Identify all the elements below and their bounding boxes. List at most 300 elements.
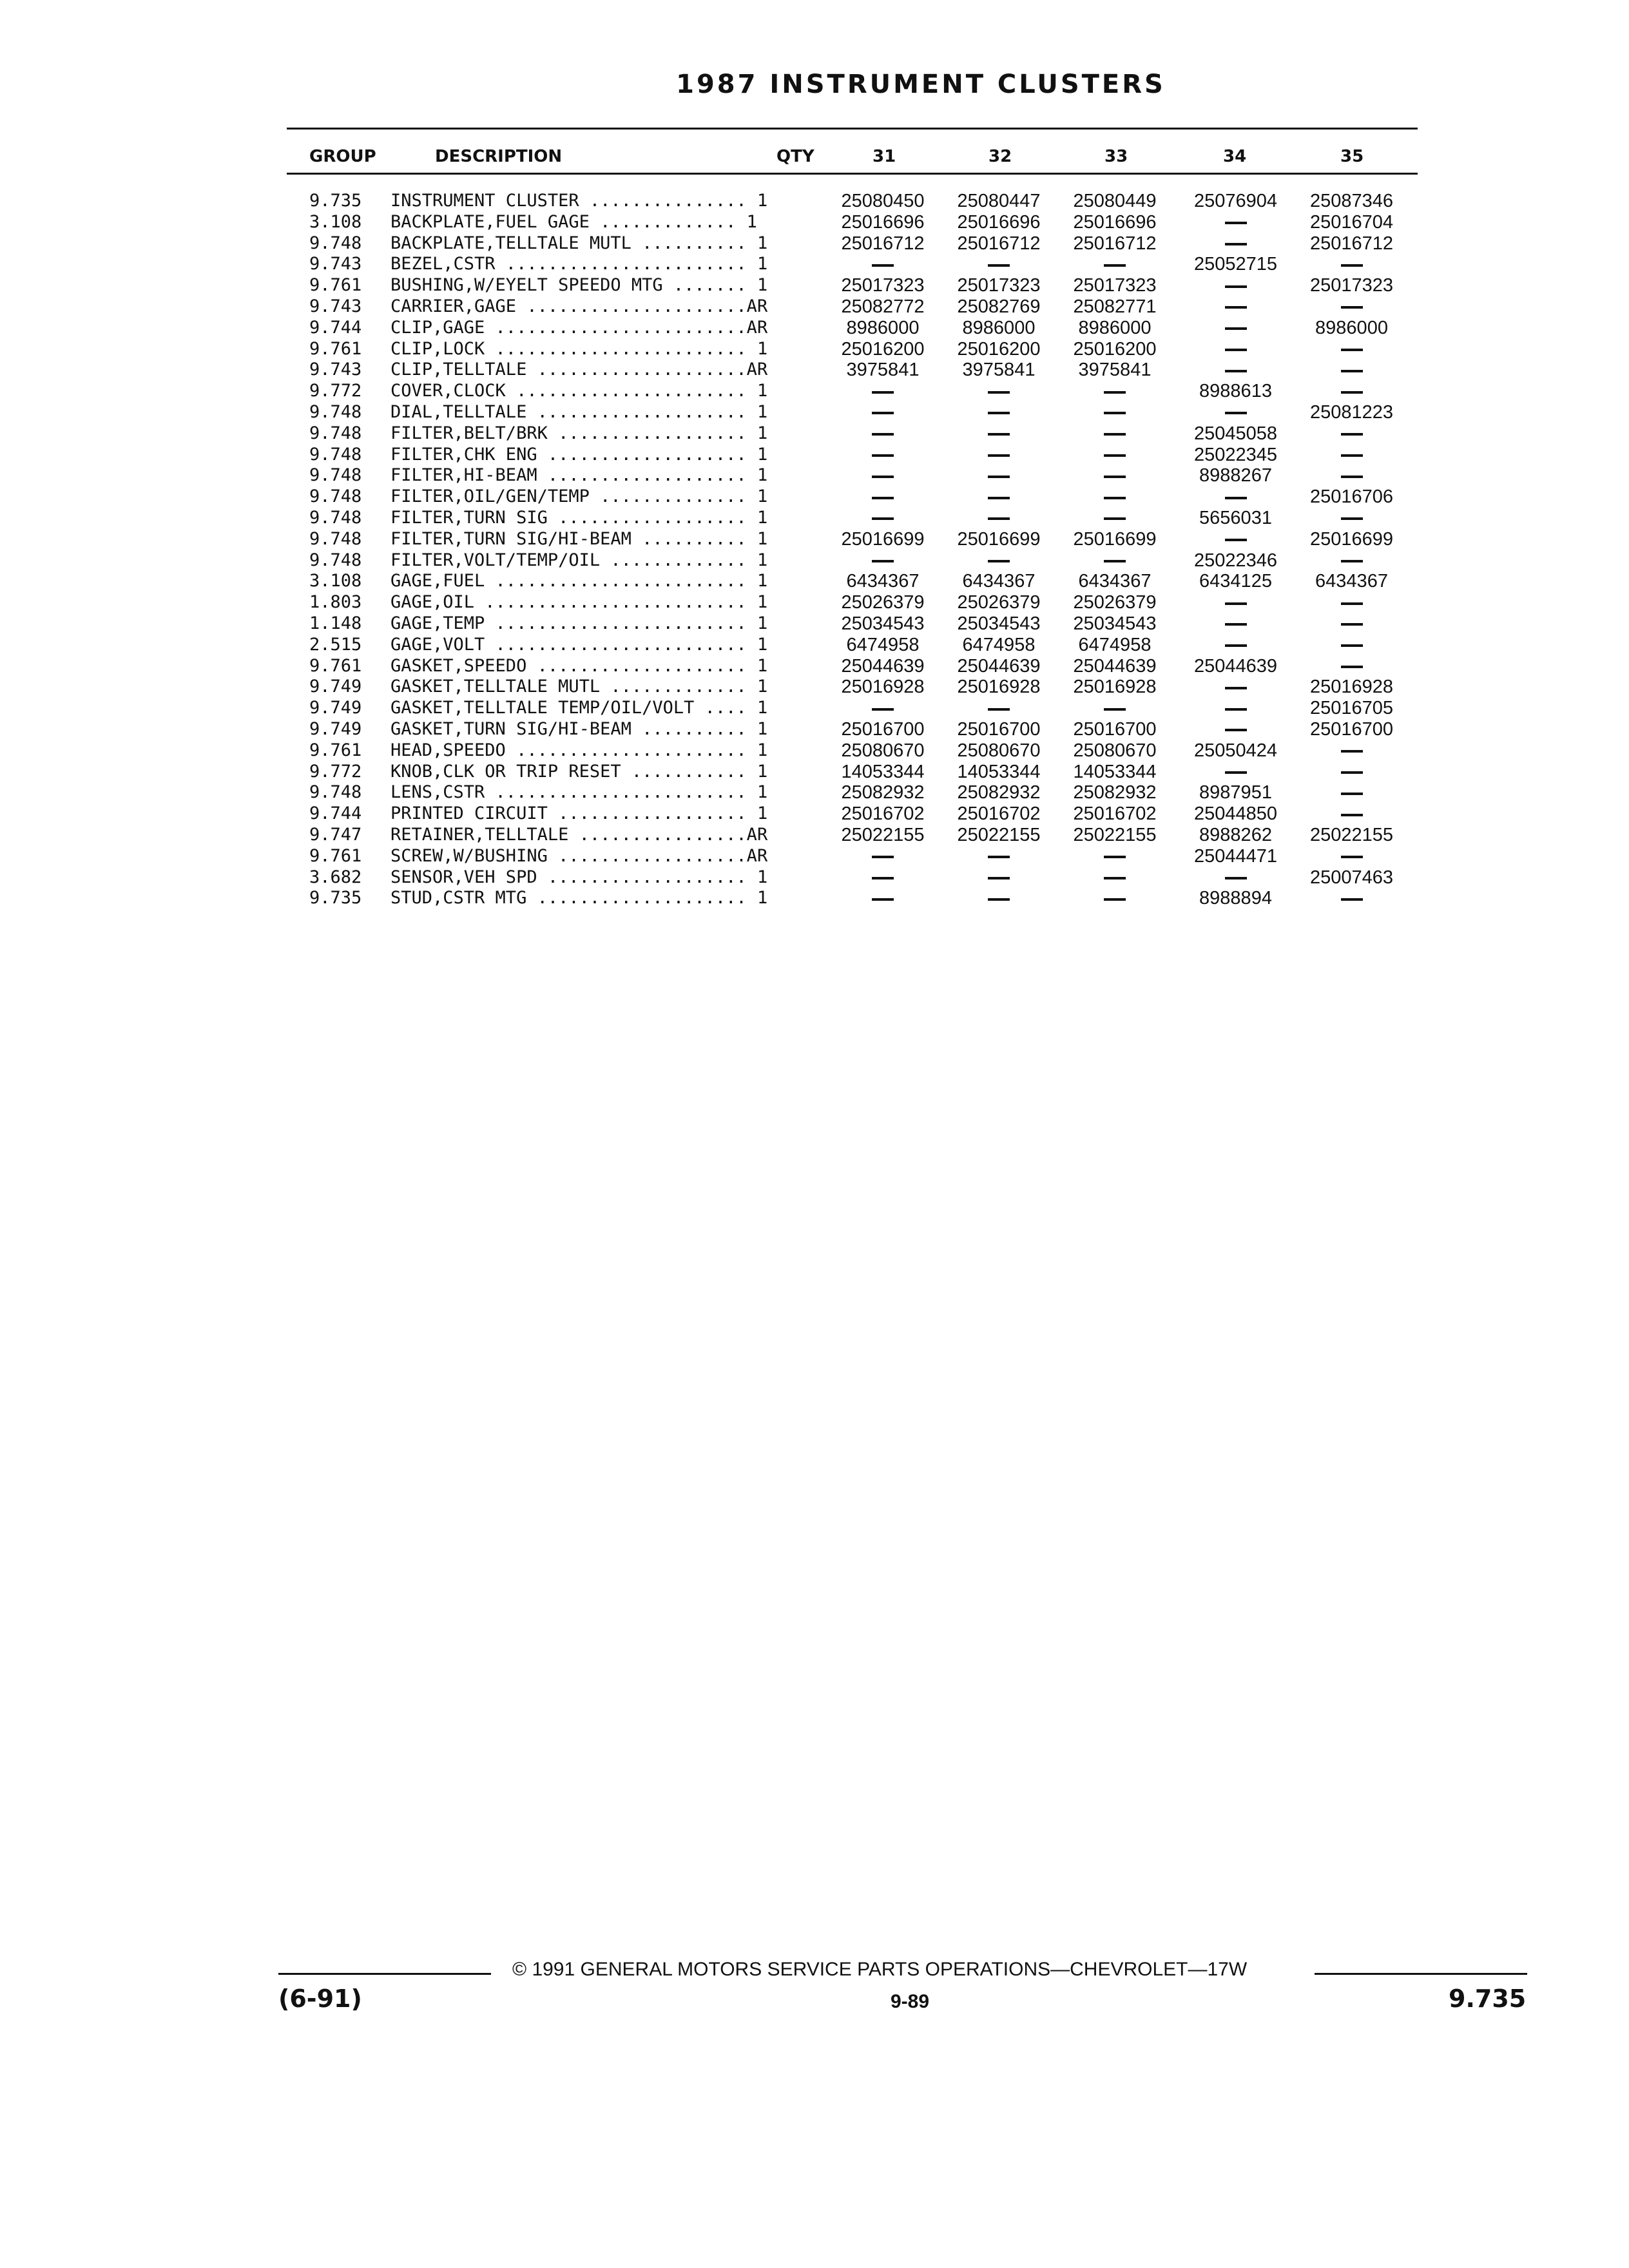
table-row: [0, 318, 1482, 338]
part-number-32: 25022155: [957, 825, 1041, 845]
group-code: 1.148: [309, 613, 362, 633]
part-number-31: 25026379: [841, 592, 925, 613]
group-code: 9.749: [309, 677, 362, 697]
group-code: 9.761: [309, 655, 362, 676]
dash-mark: [872, 412, 894, 414]
no-part-dash: [1295, 254, 1408, 274]
table-row: [0, 698, 1482, 718]
dash-mark: [1225, 222, 1247, 224]
part-number-31: 25017323: [841, 275, 925, 296]
no-part-dash: [831, 423, 934, 444]
table-row: [0, 740, 1482, 761]
no-part-dash: [947, 254, 1050, 274]
dash-mark: [1225, 306, 1247, 309]
date-code: (6-91): [278, 1984, 362, 2013]
dash-mark: [872, 898, 894, 901]
part-number-31: 25016696: [841, 211, 925, 233]
part-number-33: 8986000: [1078, 317, 1152, 338]
part-number-33: 25016699: [1073, 528, 1157, 550]
part-description: LENS,CSTR ........................ 1: [390, 782, 768, 803]
part-description: GASKET,TURN SIG/HI-BEAM .......... 1: [390, 719, 768, 739]
table-row: [0, 677, 1482, 697]
no-part-dash: [1295, 445, 1408, 465]
dash-mark: [1341, 750, 1363, 753]
dash-mark: [1341, 433, 1363, 436]
part-description: FILTER,OIL/GEN/TEMP .............. 1: [390, 486, 768, 507]
part-description: STUD,CSTR MTG .................... 1: [390, 888, 768, 908]
part-number-35: 25016706: [1309, 486, 1394, 508]
no-part-dash: [1063, 445, 1166, 465]
no-part-dash: [1179, 635, 1292, 655]
no-part-dash: [1179, 402, 1292, 423]
no-part-dash: [1295, 360, 1408, 380]
part-number-32: 3975841: [962, 360, 1036, 381]
table-row: [0, 613, 1482, 634]
part-description: DIAL,TELLTALE .................... 1: [390, 402, 768, 422]
table-row: [0, 423, 1482, 444]
part-number-34: 8988267: [1199, 465, 1272, 486]
part-number-33: 25082932: [1073, 782, 1157, 803]
dash-mark: [1225, 623, 1247, 626]
no-part-dash: [1295, 508, 1408, 528]
part-number-32: 25016696: [957, 211, 1041, 233]
dash-mark: [872, 476, 894, 478]
group-code: 9.761: [309, 740, 362, 760]
no-part-dash: [947, 465, 1050, 486]
footer-rule-right: [1315, 1973, 1527, 1975]
part-description: GASKET,TELLTALE MUTL ............. 1: [390, 677, 768, 697]
dash-mark: [872, 497, 894, 499]
part-description: BACKPLATE,TELLTALE MUTL .......... 1: [390, 233, 768, 253]
dash-mark: [1341, 370, 1363, 372]
part-description: BUSHING,W/EYELT SPEEDO MTG ....... 1: [390, 275, 768, 296]
group-code: 9.743: [309, 254, 362, 274]
table-row: [0, 867, 1482, 888]
group-code: 9.772: [309, 381, 362, 401]
group-code: 9.748: [309, 444, 362, 465]
part-number-31: 14053344: [841, 761, 925, 782]
part-description: GAGE,TEMP ........................ 1: [390, 613, 768, 633]
part-number-32: 25034543: [957, 613, 1041, 634]
table-row: [0, 571, 1482, 591]
part-number-31: 25080670: [841, 740, 925, 761]
table-row: [0, 592, 1482, 613]
no-part-dash: [1063, 423, 1166, 444]
group-code: 3.108: [309, 571, 362, 591]
table-row: [0, 762, 1482, 782]
part-number-35: 25016699: [1309, 528, 1394, 550]
group-code: 9.749: [309, 698, 362, 718]
part-number-34: 8988262: [1199, 825, 1272, 845]
part-number-35: 25016712: [1309, 233, 1394, 254]
part-number-32: 14053344: [957, 761, 1041, 782]
part-number-31: 25044639: [841, 655, 925, 677]
part-description: COVER,CLOCK ...................... 1: [390, 381, 768, 401]
part-number-31: 8986000: [846, 317, 920, 338]
section-number: 9.735: [1449, 1984, 1527, 2013]
dash-mark: [1225, 771, 1247, 774]
part-number-35: 25022155: [1309, 825, 1394, 845]
dash-mark: [988, 391, 1010, 394]
no-part-dash: [947, 402, 1050, 423]
dash-mark: [1341, 856, 1363, 858]
part-description: GASKET,TELLTALE TEMP/OIL/VOLT .... 1: [390, 698, 768, 718]
part-description: CLIP,LOCK ........................ 1: [390, 338, 768, 359]
dash-mark: [1341, 666, 1363, 668]
page-number: 9-89: [891, 1991, 930, 2012]
no-part-dash: [1179, 677, 1292, 697]
group-code: 9.748: [309, 233, 362, 253]
dash-mark: [1225, 687, 1247, 689]
part-number-31: 6474958: [846, 634, 920, 655]
table-row: [0, 635, 1482, 655]
part-number-33: 14053344: [1073, 761, 1157, 782]
header-35: 35: [1340, 147, 1364, 166]
no-part-dash: [1295, 550, 1408, 571]
table-row: [0, 550, 1482, 571]
part-number-33: 6434367: [1078, 571, 1152, 592]
group-code: 9.748: [309, 402, 362, 422]
dash-mark: [1104, 391, 1126, 394]
part-number-32: 25016700: [957, 719, 1041, 740]
part-description: SENSOR,VEH SPD ................... 1: [390, 867, 768, 887]
table-row: [0, 296, 1482, 317]
part-description: GAGE,FUEL ........................ 1: [390, 571, 768, 591]
part-number-33: 25016696: [1073, 211, 1157, 233]
no-part-dash: [1295, 613, 1408, 634]
no-part-dash: [1295, 592, 1408, 613]
no-part-dash: [1179, 233, 1292, 254]
header-33: 33: [1104, 147, 1128, 166]
group-code: 9.749: [309, 719, 362, 739]
dash-mark: [1341, 793, 1363, 795]
dash-mark: [988, 264, 1010, 267]
group-code: 9.744: [309, 317, 362, 338]
table-row: [0, 656, 1482, 677]
dash-mark: [988, 454, 1010, 457]
group-code: 9.748: [309, 486, 362, 507]
dash-mark: [1225, 349, 1247, 351]
table-row: [0, 508, 1482, 528]
no-part-dash: [831, 445, 934, 465]
no-part-dash: [1063, 254, 1166, 274]
no-part-dash: [1295, 782, 1408, 803]
no-part-dash: [831, 888, 934, 908]
table-row: [0, 782, 1482, 803]
table-row: [0, 888, 1482, 908]
part-description: SCREW,W/BUSHING ..................AR: [390, 845, 768, 866]
group-code: 1.803: [309, 592, 362, 613]
part-number-33: 25016702: [1073, 803, 1157, 825]
part-number-35: 25016705: [1309, 698, 1394, 719]
part-number-34: 25044639: [1193, 655, 1278, 677]
dash-mark: [872, 560, 894, 562]
part-number-33: 25034543: [1073, 613, 1157, 634]
part-number-31: 25016699: [841, 528, 925, 550]
dash-mark: [1341, 623, 1363, 626]
part-number-33: 25082771: [1073, 296, 1157, 317]
page-title: 1987 INSTRUMENT CLUSTERS: [676, 70, 1166, 99]
part-number-32: 25016712: [957, 233, 1041, 254]
part-number-32: 25044639: [957, 655, 1041, 677]
dash-mark: [1341, 898, 1363, 901]
part-number-35: 25016928: [1309, 677, 1394, 698]
dash-mark: [872, 433, 894, 436]
table-row: [0, 233, 1482, 254]
header-bottom-rule: [287, 173, 1418, 175]
part-description: FILTER,VOLT/TEMP/OIL ............. 1: [390, 550, 768, 570]
dash-mark: [1104, 856, 1126, 858]
table-row: [0, 803, 1482, 824]
dash-mark: [988, 412, 1010, 414]
part-number-32: 25017323: [957, 275, 1041, 296]
no-part-dash: [831, 381, 934, 401]
no-part-dash: [831, 486, 934, 507]
dash-mark: [1225, 327, 1247, 330]
no-part-dash: [1179, 613, 1292, 634]
dash-mark: [1341, 644, 1363, 647]
header-description: DESCRIPTION: [435, 147, 563, 166]
header-qty: QTY: [776, 147, 815, 166]
part-number-31: 3975841: [846, 360, 920, 381]
no-part-dash: [1179, 275, 1292, 296]
dash-mark: [1104, 412, 1126, 414]
part-description: PRINTED CIRCUIT .................. 1: [390, 803, 768, 824]
no-part-dash: [1179, 762, 1292, 782]
no-part-dash: [831, 254, 934, 274]
no-part-dash: [1063, 698, 1166, 718]
dash-mark: [1225, 497, 1247, 499]
no-part-dash: [1063, 550, 1166, 571]
dash-mark: [872, 391, 894, 394]
table-row: [0, 825, 1482, 845]
part-description: GAGE,OIL ......................... 1: [390, 592, 768, 613]
no-part-dash: [1063, 465, 1166, 486]
part-number-31: 25016928: [841, 677, 925, 698]
group-code: 9.743: [309, 360, 362, 380]
header-top-rule: [287, 128, 1418, 130]
dash-mark: [1225, 412, 1247, 414]
no-part-dash: [831, 846, 934, 867]
group-code: 9.748: [309, 528, 362, 549]
dash-mark: [988, 898, 1010, 901]
part-description: KNOB,CLK OR TRIP RESET ........... 1: [390, 761, 768, 782]
part-number-32: 25082932: [957, 782, 1041, 803]
group-code: 2.515: [309, 634, 362, 655]
dash-mark: [1225, 729, 1247, 731]
no-part-dash: [1179, 719, 1292, 740]
part-description: BACKPLATE,FUEL GAGE ............. 1: [390, 211, 757, 232]
no-part-dash: [947, 698, 1050, 718]
dash-mark: [1341, 814, 1363, 816]
table-row: [0, 360, 1482, 380]
part-number-34: 8987951: [1199, 782, 1272, 803]
table-row: [0, 381, 1482, 401]
part-description: CARRIER,GAGE .....................AR: [390, 296, 768, 316]
dash-mark: [1225, 644, 1247, 647]
dash-mark: [988, 517, 1010, 520]
part-number-31: 25016700: [841, 719, 925, 740]
no-part-dash: [1179, 212, 1292, 233]
no-part-dash: [947, 381, 1050, 401]
no-part-dash: [831, 698, 934, 718]
dash-mark: [1104, 708, 1126, 711]
part-number-32: 25080670: [957, 740, 1041, 761]
dash-mark: [1341, 560, 1363, 562]
dash-mark: [1104, 517, 1126, 520]
part-number-33: 25017323: [1073, 275, 1157, 296]
part-description: HEAD,SPEEDO ...................... 1: [390, 740, 768, 760]
no-part-dash: [1063, 888, 1166, 908]
dash-mark: [1104, 877, 1126, 879]
part-number-32: 25080447: [957, 191, 1041, 211]
no-part-dash: [1063, 381, 1166, 401]
group-code: 9.748: [309, 423, 362, 443]
dash-mark: [988, 856, 1010, 858]
table-row: [0, 465, 1482, 486]
no-part-dash: [947, 846, 1050, 867]
part-number-33: 25044639: [1073, 655, 1157, 677]
dash-mark: [1225, 602, 1247, 605]
dash-mark: [1104, 898, 1126, 901]
no-part-dash: [1063, 508, 1166, 528]
footer-rule-left: [278, 1973, 491, 1975]
dash-mark: [1104, 497, 1126, 499]
part-number-33: 25026379: [1073, 592, 1157, 613]
part-number-35: 25016704: [1309, 211, 1394, 233]
part-number-32: 6434367: [962, 571, 1036, 592]
dash-mark: [988, 877, 1010, 879]
dash-mark: [1341, 476, 1363, 478]
part-number-31: 25022155: [841, 825, 925, 845]
part-number-32: 8986000: [962, 317, 1036, 338]
no-part-dash: [1295, 296, 1408, 317]
part-number-32: 25016928: [957, 677, 1041, 698]
part-number-31: 25034543: [841, 613, 925, 634]
part-description: FILTER,TURN SIG .................. 1: [390, 508, 768, 528]
dash-mark: [1341, 391, 1363, 394]
dash-mark: [1341, 771, 1363, 774]
part-number-35: 25081223: [1309, 402, 1394, 423]
no-part-dash: [1295, 803, 1408, 824]
part-number-32: 25016699: [957, 528, 1041, 550]
no-part-dash: [1179, 867, 1292, 888]
part-number-35: 8986000: [1315, 317, 1388, 338]
no-part-dash: [1295, 656, 1408, 677]
part-number-34: 25045058: [1193, 423, 1278, 444]
part-number-31: 25082932: [841, 782, 925, 803]
part-number-31: 25016200: [841, 338, 925, 360]
no-part-dash: [1179, 296, 1292, 317]
part-number-32: 25016702: [957, 803, 1041, 825]
part-description: FILTER,CHK ENG ................... 1: [390, 444, 768, 465]
part-number-31: 25082772: [841, 296, 925, 317]
table-row: [0, 275, 1482, 296]
no-part-dash: [1063, 486, 1166, 507]
part-number-35: 25016700: [1309, 719, 1394, 740]
part-number-31: 6434367: [846, 571, 920, 592]
dash-mark: [988, 708, 1010, 711]
table-row: [0, 402, 1482, 423]
no-part-dash: [1063, 402, 1166, 423]
part-number-33: 25016928: [1073, 677, 1157, 698]
part-number-33: 25080670: [1073, 740, 1157, 761]
dash-mark: [1341, 517, 1363, 520]
dash-mark: [872, 264, 894, 267]
part-number-35: 25017323: [1309, 275, 1394, 296]
part-description: RETAINER,TELLTALE ................AR: [390, 825, 768, 845]
group-code: 9.761: [309, 275, 362, 296]
table-row: [0, 846, 1482, 867]
part-description: FILTER,BELT/BRK .................. 1: [390, 423, 768, 443]
no-part-dash: [947, 423, 1050, 444]
no-part-dash: [947, 550, 1050, 571]
group-code: 9.735: [309, 888, 362, 908]
no-part-dash: [1295, 465, 1408, 486]
part-description: BEZEL,CSTR ....................... 1: [390, 254, 768, 274]
no-part-dash: [831, 508, 934, 528]
group-code: 9.761: [309, 845, 362, 866]
no-part-dash: [1179, 360, 1292, 380]
part-number-33: 3975841: [1078, 360, 1152, 381]
no-part-dash: [831, 465, 934, 486]
part-description: FILTER,HI-BEAM ................... 1: [390, 465, 768, 486]
part-number-33: 6474958: [1078, 634, 1152, 655]
part-description: GASKET,SPEEDO .................... 1: [390, 655, 768, 676]
copyright-line: © 1991 GENERAL MOTORS SERVICE PARTS OPERATIONS—CHEVROLET—17W: [512, 1959, 1248, 1980]
group-code: 9.748: [309, 782, 362, 803]
group-code: 9.748: [309, 508, 362, 528]
dash-mark: [1341, 602, 1363, 605]
group-code: 9.772: [309, 761, 362, 782]
part-number-32: 6474958: [962, 634, 1036, 655]
part-description: CLIP,TELLTALE ....................AR: [390, 360, 768, 380]
dash-mark: [1341, 306, 1363, 309]
dash-mark: [1104, 433, 1126, 436]
dash-mark: [1225, 877, 1247, 879]
group-code: 9.744: [309, 803, 362, 824]
part-number-34: 25052715: [1193, 254, 1278, 275]
table-row: [0, 445, 1482, 465]
header-34: 34: [1223, 147, 1247, 166]
header-group: GROUP: [309, 147, 376, 166]
part-number-32: 25082769: [957, 296, 1041, 317]
part-number-31: 25016712: [841, 233, 925, 254]
dash-mark: [988, 560, 1010, 562]
no-part-dash: [1295, 888, 1408, 908]
no-part-dash: [831, 867, 934, 888]
no-part-dash: [1295, 381, 1408, 401]
part-number-34: 25076904: [1193, 191, 1278, 211]
dash-mark: [872, 877, 894, 879]
dash-mark: [1225, 708, 1247, 711]
part-number-35: 25087346: [1309, 191, 1394, 211]
no-part-dash: [1295, 423, 1408, 444]
part-description: CLIP,GAGE ........................AR: [390, 317, 768, 338]
part-number-32: 25026379: [957, 592, 1041, 613]
part-number-33: 25022155: [1073, 825, 1157, 845]
part-number-33: 25016200: [1073, 338, 1157, 360]
dash-mark: [1225, 243, 1247, 245]
no-part-dash: [1295, 762, 1408, 782]
dash-mark: [1104, 560, 1126, 562]
no-part-dash: [1179, 698, 1292, 718]
part-number-33: 25080449: [1073, 191, 1157, 211]
group-code: 9.747: [309, 825, 362, 845]
group-code: 9.743: [309, 296, 362, 316]
part-number-35: 6434367: [1315, 571, 1388, 592]
part-number-32: 25016200: [957, 338, 1041, 360]
